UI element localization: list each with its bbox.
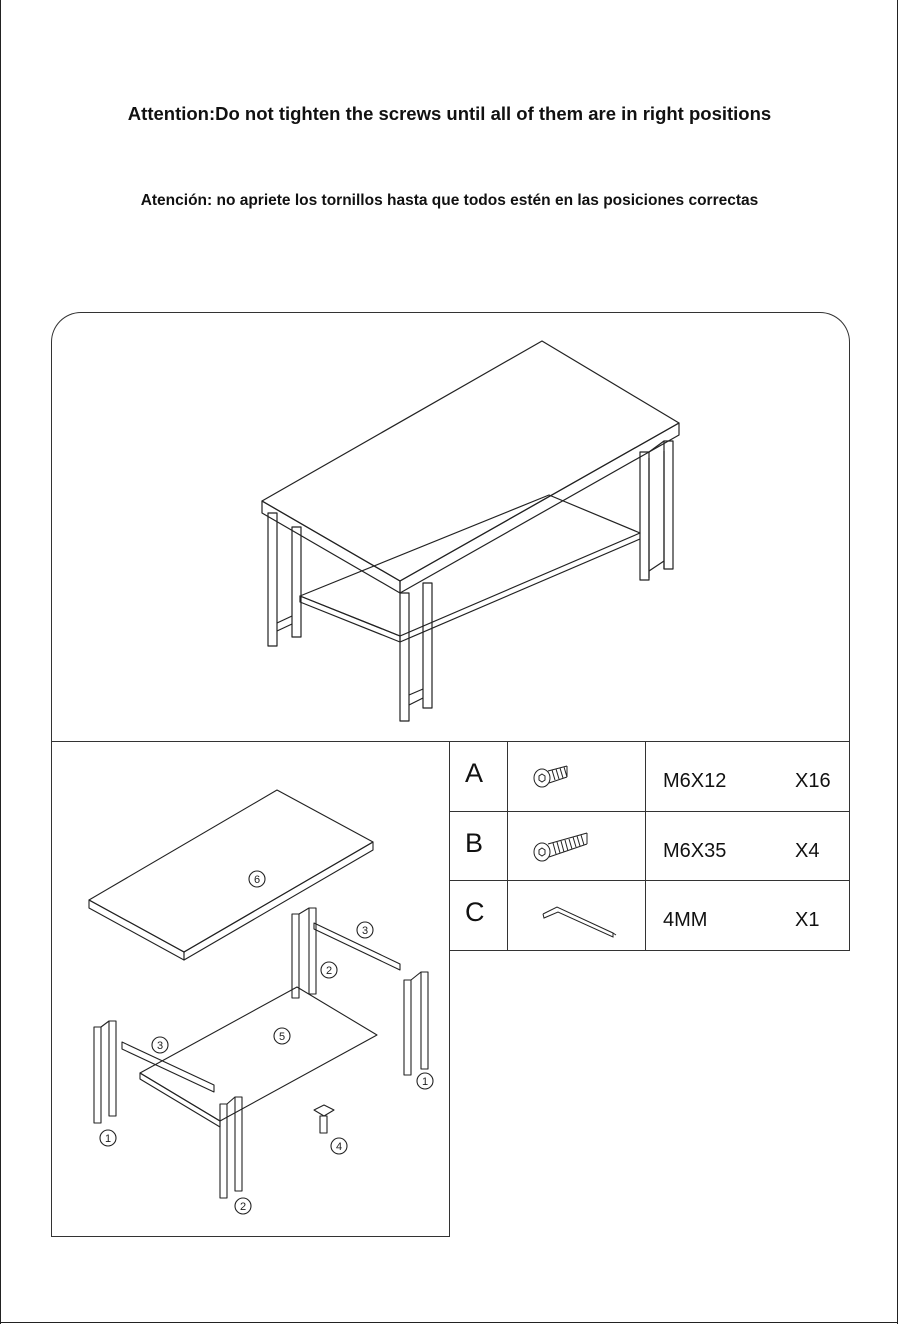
hardware-row — [450, 742, 849, 811]
hardware-table — [449, 741, 850, 951]
hardware-row — [450, 811, 849, 881]
part-label-6: 6 — [253, 874, 261, 886]
hardware-size: M6X12 — [663, 770, 727, 792]
back-right-leg — [640, 441, 673, 580]
short-bolt-icon — [507, 742, 645, 811]
hardware-quantity: X16 — [795, 770, 831, 792]
hardware-quantity: X4 — [795, 840, 820, 862]
page-border-bottom — [0, 1322, 898, 1323]
part-label-1-right: 1 — [421, 1076, 429, 1088]
hardware-letter: B — [465, 828, 484, 858]
assembled-table-illustration — [52, 313, 849, 741]
hardware-quantity: X1 — [795, 909, 820, 931]
hardware-letter: A — [465, 758, 484, 788]
part-label-2-lower: 2 — [239, 1201, 247, 1213]
part-label-1-left: 1 — [104, 1133, 112, 1145]
part-6-tabletop — [89, 790, 373, 960]
part-label-3-lower: 3 — [156, 1040, 164, 1052]
part-3-rail-lower — [122, 1037, 214, 1092]
attention-note-spanish: Atención: no apriete los tornillos hasta que todos estén en las posiciones correctas — [140, 192, 759, 209]
hardware-letter: C — [465, 897, 485, 927]
lower-shelf — [300, 495, 640, 642]
front-leg-frame — [400, 583, 432, 721]
part-5-shelf — [140, 987, 377, 1127]
exploded-parts-illustration — [52, 742, 449, 1236]
part-label-3-upper: 3 — [361, 925, 369, 937]
tabletop — [262, 341, 679, 593]
part-2-leg-upper — [292, 908, 337, 998]
part-2-leg-lower — [220, 1097, 251, 1214]
part-label-5: 5 — [278, 1031, 286, 1043]
hardware-row — [450, 880, 849, 950]
part-label-2-upper: 2 — [325, 965, 333, 977]
part-label-4: 4 — [335, 1141, 343, 1153]
hardware-size: 4MM — [663, 909, 708, 931]
long-bolt-icon — [507, 812, 645, 881]
part-1-leg-right — [404, 972, 433, 1089]
exploded-parts-panel — [51, 741, 450, 1237]
right-leg-front — [649, 451, 664, 578]
part-1-leg-left — [94, 1021, 116, 1146]
hardware-size: M6X35 — [663, 840, 727, 862]
attention-note-english: Attention:Do not tighten the screws until all of them are in right positions — [127, 103, 772, 124]
allen-key-icon — [507, 881, 645, 950]
assembled-view-panel — [51, 312, 850, 741]
